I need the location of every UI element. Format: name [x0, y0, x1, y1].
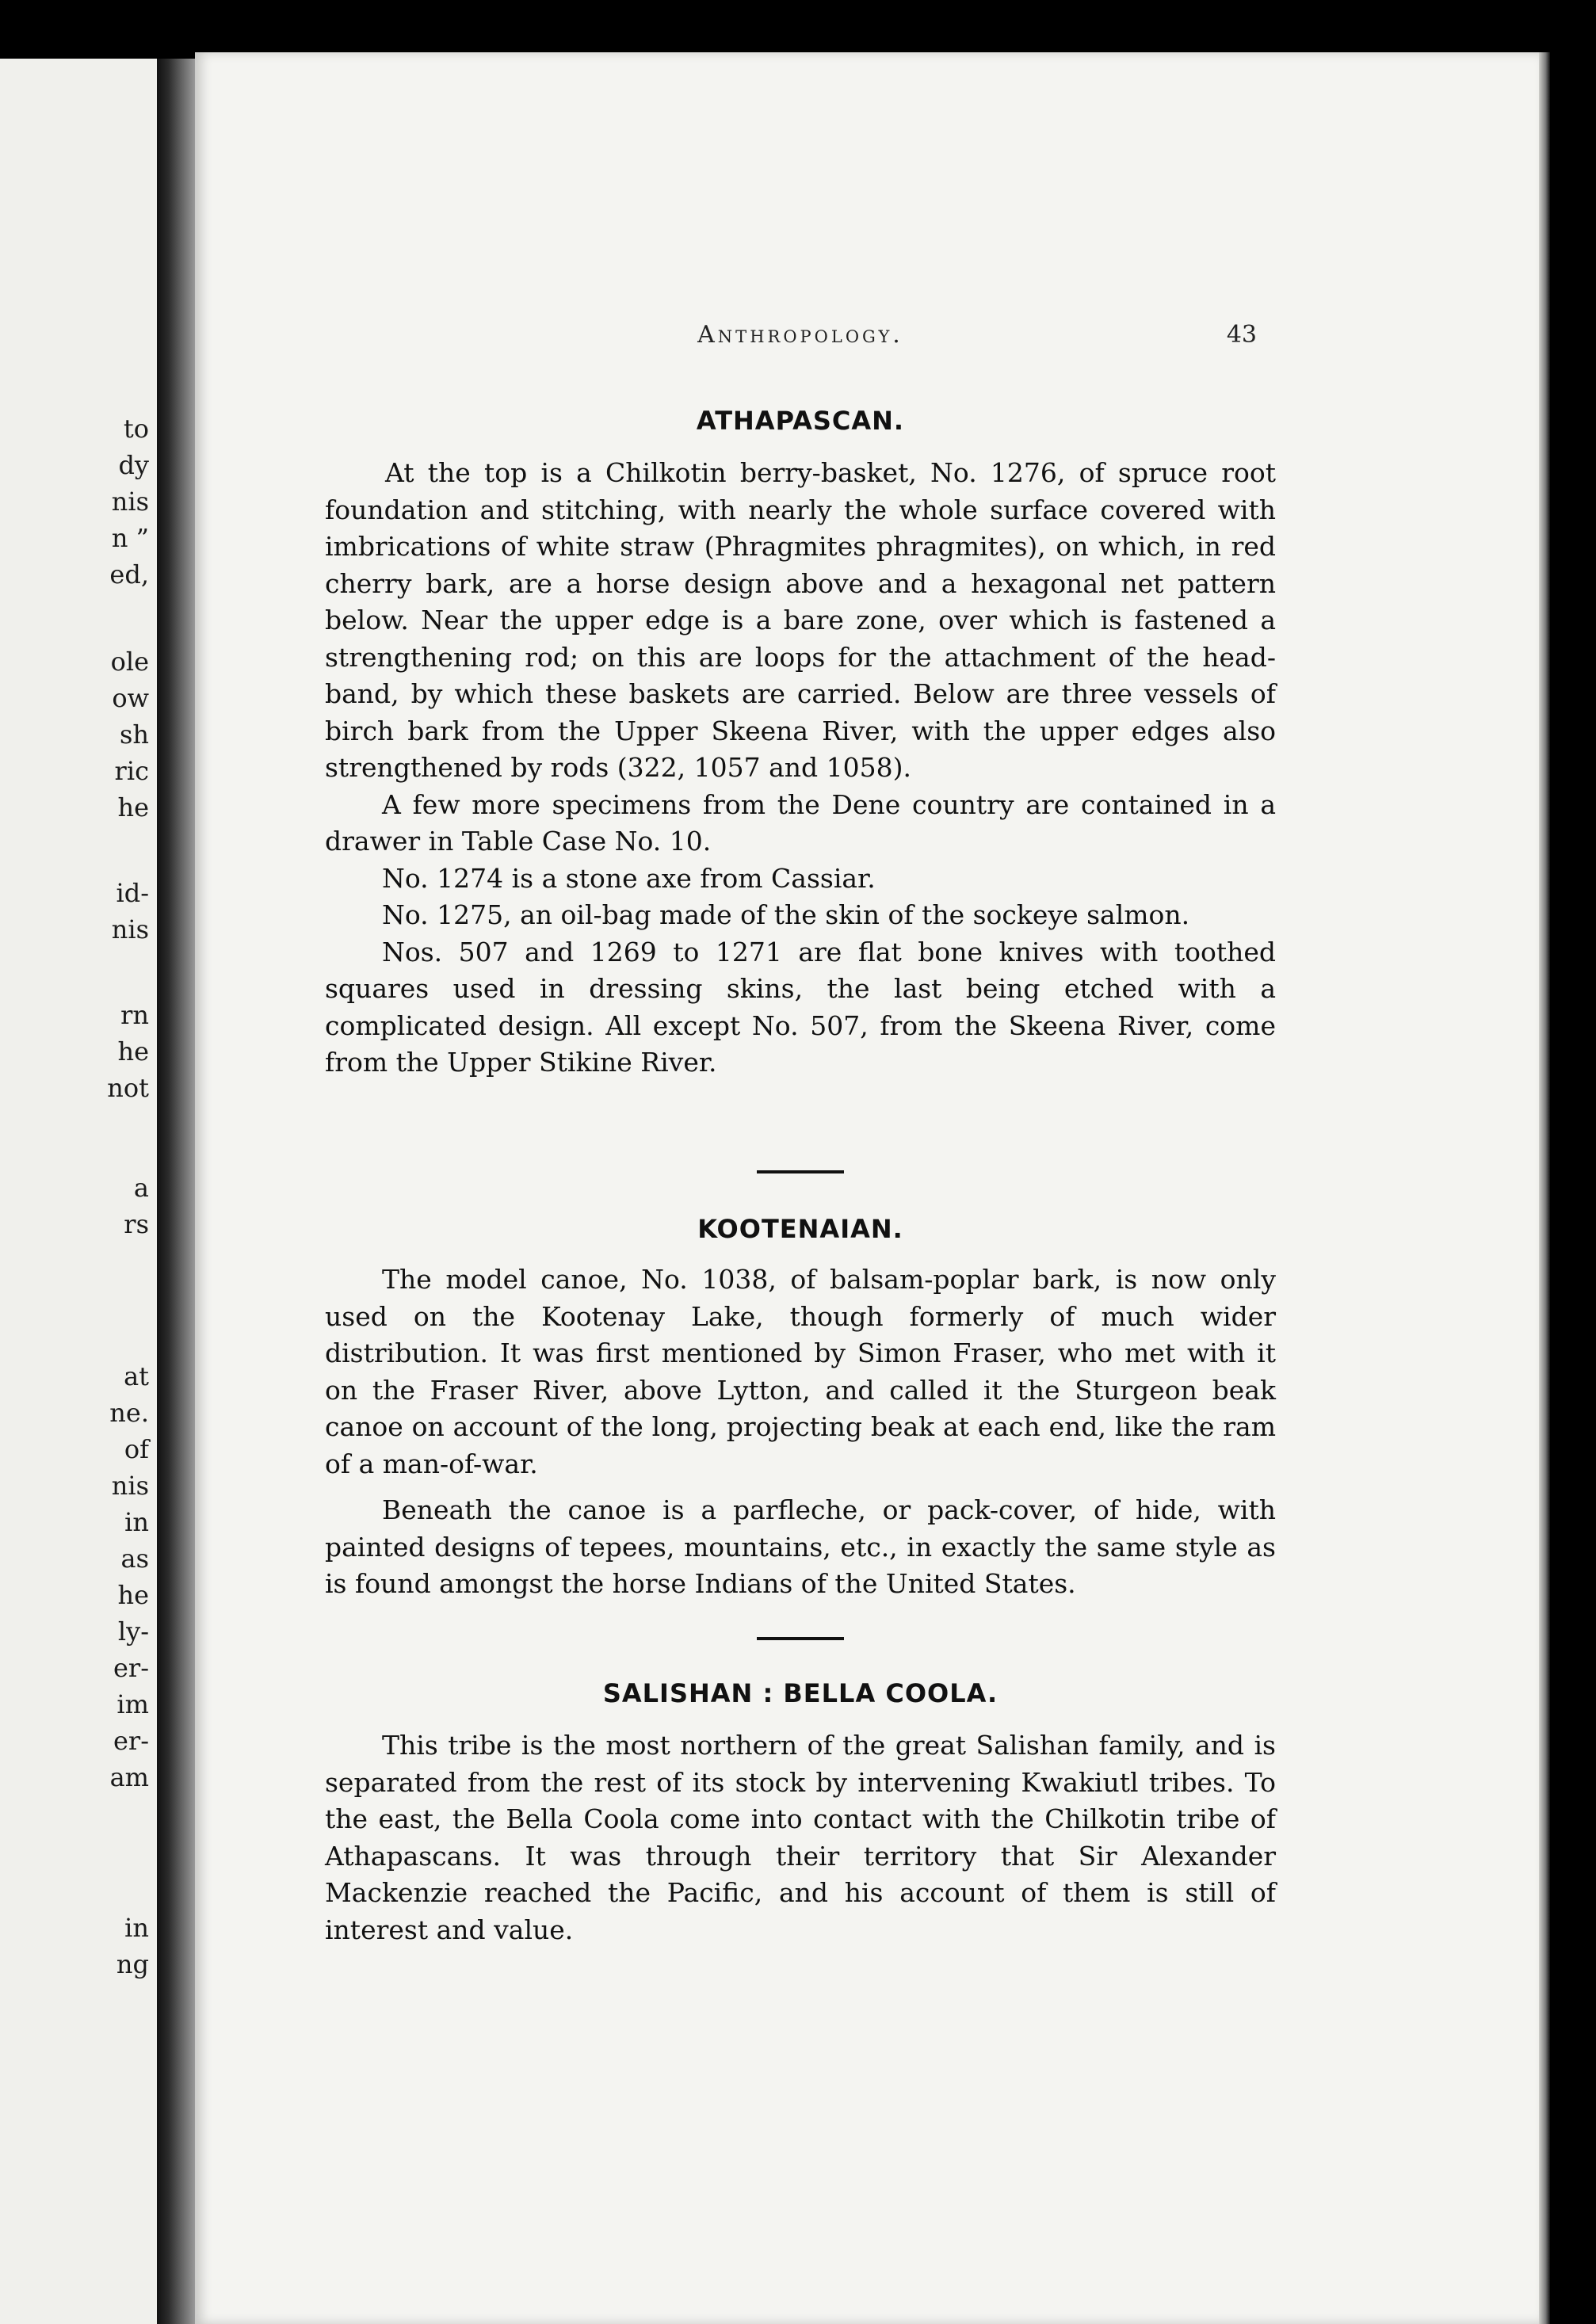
margin-fragment: sh	[119, 719, 149, 750]
margin-fragment: he	[117, 792, 149, 822]
margin-fragment: in	[124, 1507, 149, 1537]
margin-fragment: ric	[114, 756, 149, 786]
section-kootenaian-body	[325, 1261, 1276, 1603]
margin-fragment: in	[124, 1913, 149, 1943]
margin-fragment: rn	[120, 1000, 149, 1030]
page-edge	[1539, 52, 1550, 2324]
section-salishan	[325, 1678, 1276, 1708]
paragraph: No. 1275, an oil-bag made of the skin of the sockeye salmon.	[382, 899, 1190, 930]
section-athapascan	[325, 406, 1276, 436]
paragraph: A few more specimens from the Dene country are contained in a drawer in Table Case No. 10.	[325, 788, 1276, 857]
paragraph: Nos. 507 and 1269 to 1271 are flat bone knives with toothed squares used in dressing skins, the last being etched with a complicated design. All except No. 507, from the Skeena River, come from the Upper Stikine River.	[325, 936, 1276, 1078]
margin-fragment: er-	[113, 1653, 149, 1683]
margin-fragment: im	[116, 1689, 149, 1719]
book-page	[195, 52, 1539, 2324]
margin-fragment: nis	[111, 914, 149, 944]
page-number: 43	[1226, 321, 1257, 349]
paragraph: This tribe is the most northern of the great Salishan family, and is separated from the rest of its stock by intervening Kwakiutl tribes. To the east, the Bella Coola come into contact with the Chilkotin tribe of Athapascans. It was through their territory that Sir Alexander Mackenzie reached the Pacific, and his account of them is still of interest and value.	[325, 1730, 1276, 1945]
margin-fragment: ly-	[117, 1616, 149, 1647]
section-heading: KOOTENAIAN.	[697, 1214, 903, 1244]
margin-fragment: ne.	[109, 1398, 149, 1428]
section-heading: SALISHAN : BELLA COOLA.	[602, 1678, 998, 1708]
margin-fragment: he	[117, 1036, 149, 1067]
margin-fragment: not	[107, 1073, 149, 1103]
section-heading: ATHAPASCAN.	[696, 406, 905, 436]
paragraph: The model canoe, No. 1038, of balsam-poplar bark, is now only used on the Kootenay Lake, though formerly of much wider distribution. It was first mentioned by Simon Fraser, who met with it on the Fraser River, above Lytton, and called it the Sturgeon beak canoe on account of the long, projecting beak at each end, like the ram of a man-of-war.	[325, 1264, 1276, 1479]
margin-fragment: ole	[110, 647, 149, 677]
margin-fragment: er-	[113, 1726, 149, 1756]
margin-fragment: at	[124, 1361, 149, 1391]
margin-fragment: ng	[116, 1949, 149, 1979]
running-header	[325, 321, 1276, 361]
book-gutter	[157, 59, 195, 2324]
section-kootenaian	[325, 1214, 1276, 1244]
margin-fragment: am	[109, 1762, 149, 1792]
facing-page-fragment	[0, 59, 157, 2324]
paragraph: At the top is a Chilkotin berry-basket, No. 1276, of spruce root foundation and stitching, with nearly the whole surface covered with imbrications of white straw (Phragmites phragmites), on which, in red cherry bark, are a horse design above and a hexagonal net pattern below. Near the upper edge is a bare zone, over which is fastened a strengthening rod; on this are loops for the attachment of the head-band, by which these baskets are carried. Below are three vessels of birch bark from the Upper Skeena River, with the upper edges also strengthened by rods (322, 1057 and 1058).	[325, 457, 1276, 783]
margin-fragment: n ”	[111, 523, 149, 553]
margin-fragment: of	[124, 1434, 149, 1464]
margin-fragment: ed,	[109, 559, 149, 590]
margin-fragment: nis	[111, 487, 149, 517]
paragraph: Beneath the canoe is a parfleche, or pack-cover, of hide, with painted designs of tepees, mountains, etc., in exactly the same style as is found amongst the horse Indians of the United States.	[325, 1494, 1276, 1599]
margin-fragment: nis	[111, 1471, 149, 1501]
margin-fragment: a	[133, 1173, 149, 1203]
margin-fragment: dy	[118, 450, 149, 480]
running-title: Anthropology.	[697, 321, 903, 349]
margin-fragment: he	[117, 1580, 149, 1610]
margin-fragment: ow	[112, 683, 149, 713]
margin-fragment: as	[120, 1544, 149, 1574]
margin-fragment: id-	[116, 878, 149, 908]
section-divider	[325, 1637, 1276, 1640]
margin-fragment: rs	[124, 1209, 149, 1239]
paragraph: No. 1274 is a stone axe from Cassiar.	[382, 862, 876, 894]
margin-fragment: to	[123, 414, 149, 444]
section-athapascan-body	[325, 455, 1276, 1082]
section-salishan-body	[325, 1727, 1276, 1948]
section-divider	[325, 1170, 1276, 1173]
